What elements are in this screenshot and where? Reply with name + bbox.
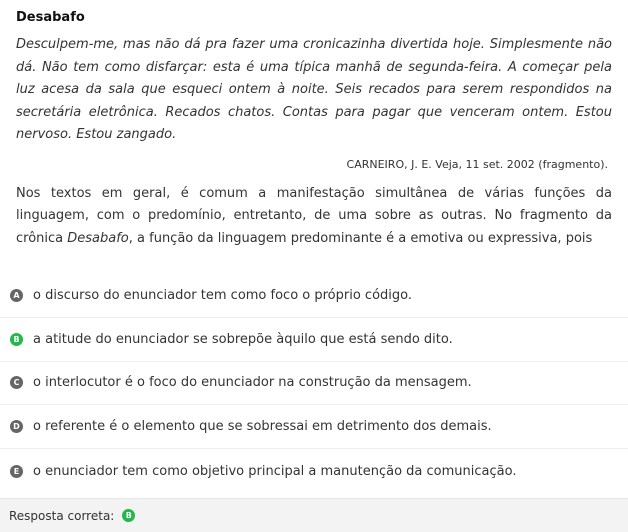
option-d[interactable] [0,405,628,449]
option-text: o interlocutor é o foco do enunciador na construção da mensagem. [33,375,472,391]
correct-answer-badge: B [122,509,135,522]
prompt-text-before: Nos textos em geral, é comum a manifestação simultânea de várias funções da linguagem, com o predomínio, entretanto, de uma sobre as outras. No fragmento da crônica [16,185,612,246]
option-text: o enunciador tem como objetivo principal a manutenção da comunicação. [33,463,517,479]
option-letter-badge: B [10,333,23,346]
prompt-italic-title: Desabafo [67,230,129,246]
option-letter-badge: D [10,420,23,433]
option-e[interactable] [0,449,628,493]
excerpt-text: Desculpem-me, mas não dá pra fazer uma cronicazinha divertida hoje. Simplesmente não dá. Não tem como disfarçar: esta é uma típica manhã de segunda-feira. A começar pela luz acesa da sala que esqueci ontem à noite. Seis recados para serem respondidos na secretária eletrônica. Recados chatos. Contas para pagar que venceram ontem. Estou nervoso. Estou zangado. [16,37,612,142]
option-letter-badge: A [10,289,23,302]
excerpt-source: CARNEIRO, J. E. Veja, 11 set. 2002 (fragmento). [346,157,608,171]
option-letter-badge: E [10,465,23,478]
prompt-text-after: , a função da linguagem predominante é a emotiva ou expressiva, pois [128,230,593,246]
option-letter-badge: C [10,376,23,389]
option-c[interactable] [0,362,628,406]
options-list [0,274,628,493]
correct-answer-label: Resposta correta: [9,508,115,523]
question-prompt [16,183,612,251]
question-block [0,0,628,250]
option-text: a atitude do enunciador se sobrepõe àquilo que está sendo dito. [33,331,453,347]
option-b[interactable] [0,318,628,362]
option-a[interactable] [0,274,628,318]
option-text: o discurso do enunciador tem como foco o próprio código. [33,287,412,303]
correct-answer-bar [0,498,628,532]
excerpt-title: Desabafo [16,10,85,25]
option-text: o referente é o elemento que se sobressai em detrimento dos demais. [33,419,492,435]
